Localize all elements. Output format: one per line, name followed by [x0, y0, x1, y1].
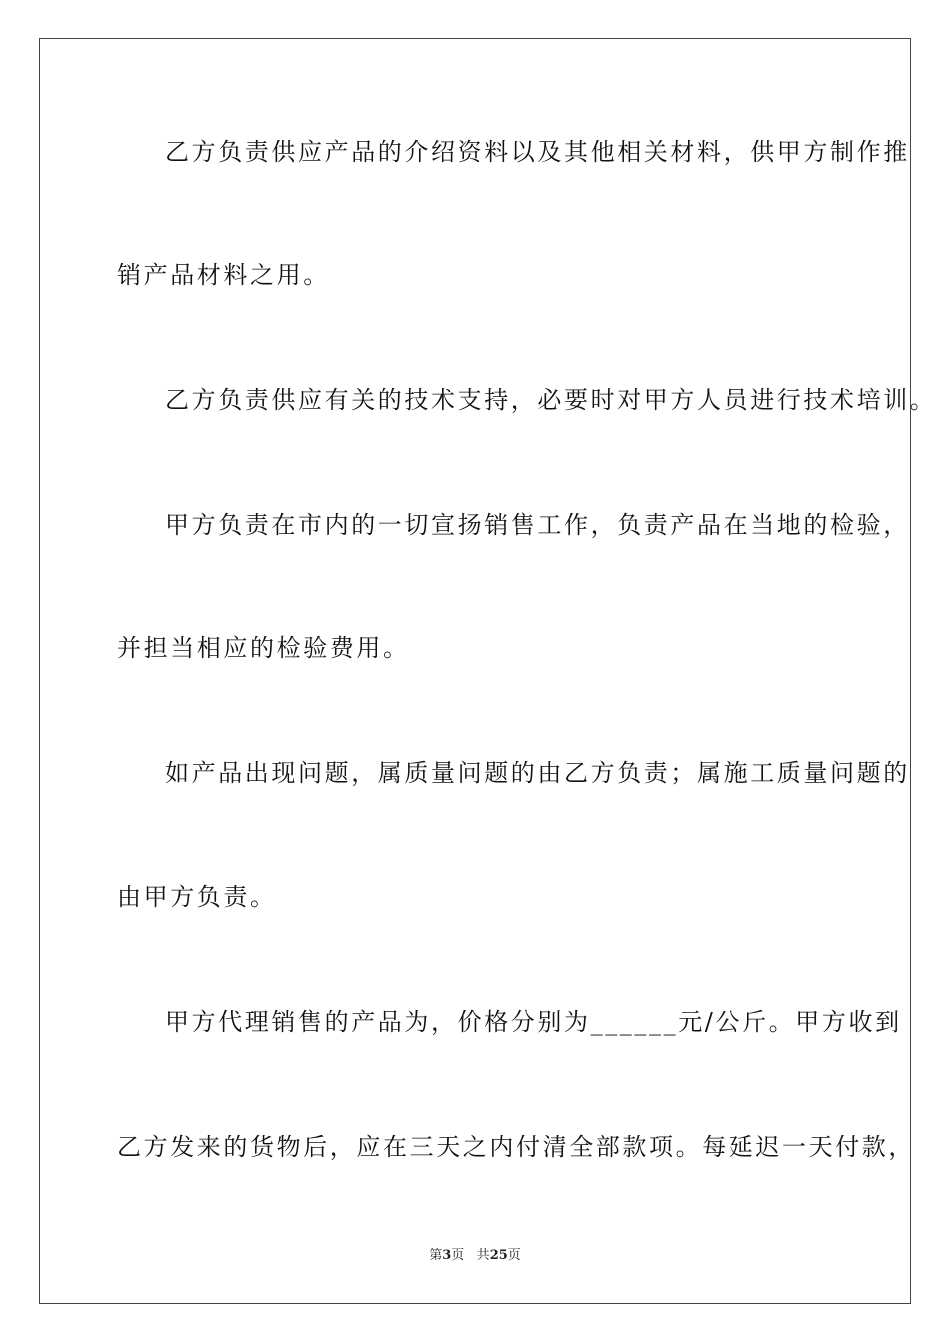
total-pages-number: 25 [489, 1248, 508, 1263]
footer-total-suffix: 页 [507, 1248, 521, 1263]
paragraph-line-3: 乙方负责供应有关的技术支持，必要时对甲方人员进行技术培训。 [165, 386, 937, 414]
paragraph-line-7: 由甲方负责。 [117, 883, 277, 911]
page-footer [0, 1247, 950, 1265]
paragraph-line-4: 甲方负责在市内的一切宣扬销售工作，负责产品在当地的检验， [165, 511, 910, 539]
footer-prefix: 第 [429, 1248, 443, 1263]
page-border [39, 38, 937, 1304]
paragraph-line-6: 如产品出现问题，属质量问题的由乙方负责；属施工质量问题的 [165, 759, 910, 787]
paragraph-line-5: 并担当相应的检验费用。 [117, 634, 410, 662]
paragraph-line-1: 乙方负责供应产品的介绍资料以及其他相关材料，供甲方制作推 [165, 138, 910, 166]
footer-page-suffix: 页 [451, 1248, 465, 1263]
paragraph-line-9: 乙方发来的货物后，应在三天之内付清全部款项。每延迟一天付款， [117, 1133, 915, 1161]
footer-total-prefix: 共 [476, 1248, 490, 1263]
current-page-number: 3 [442, 1248, 452, 1263]
paragraph-line-8: 甲方代理销售的产品为，价格分别为______元/公斤。甲方收到 [165, 1008, 902, 1036]
paragraph-line-2: 销产品材料之用。 [117, 261, 330, 289]
